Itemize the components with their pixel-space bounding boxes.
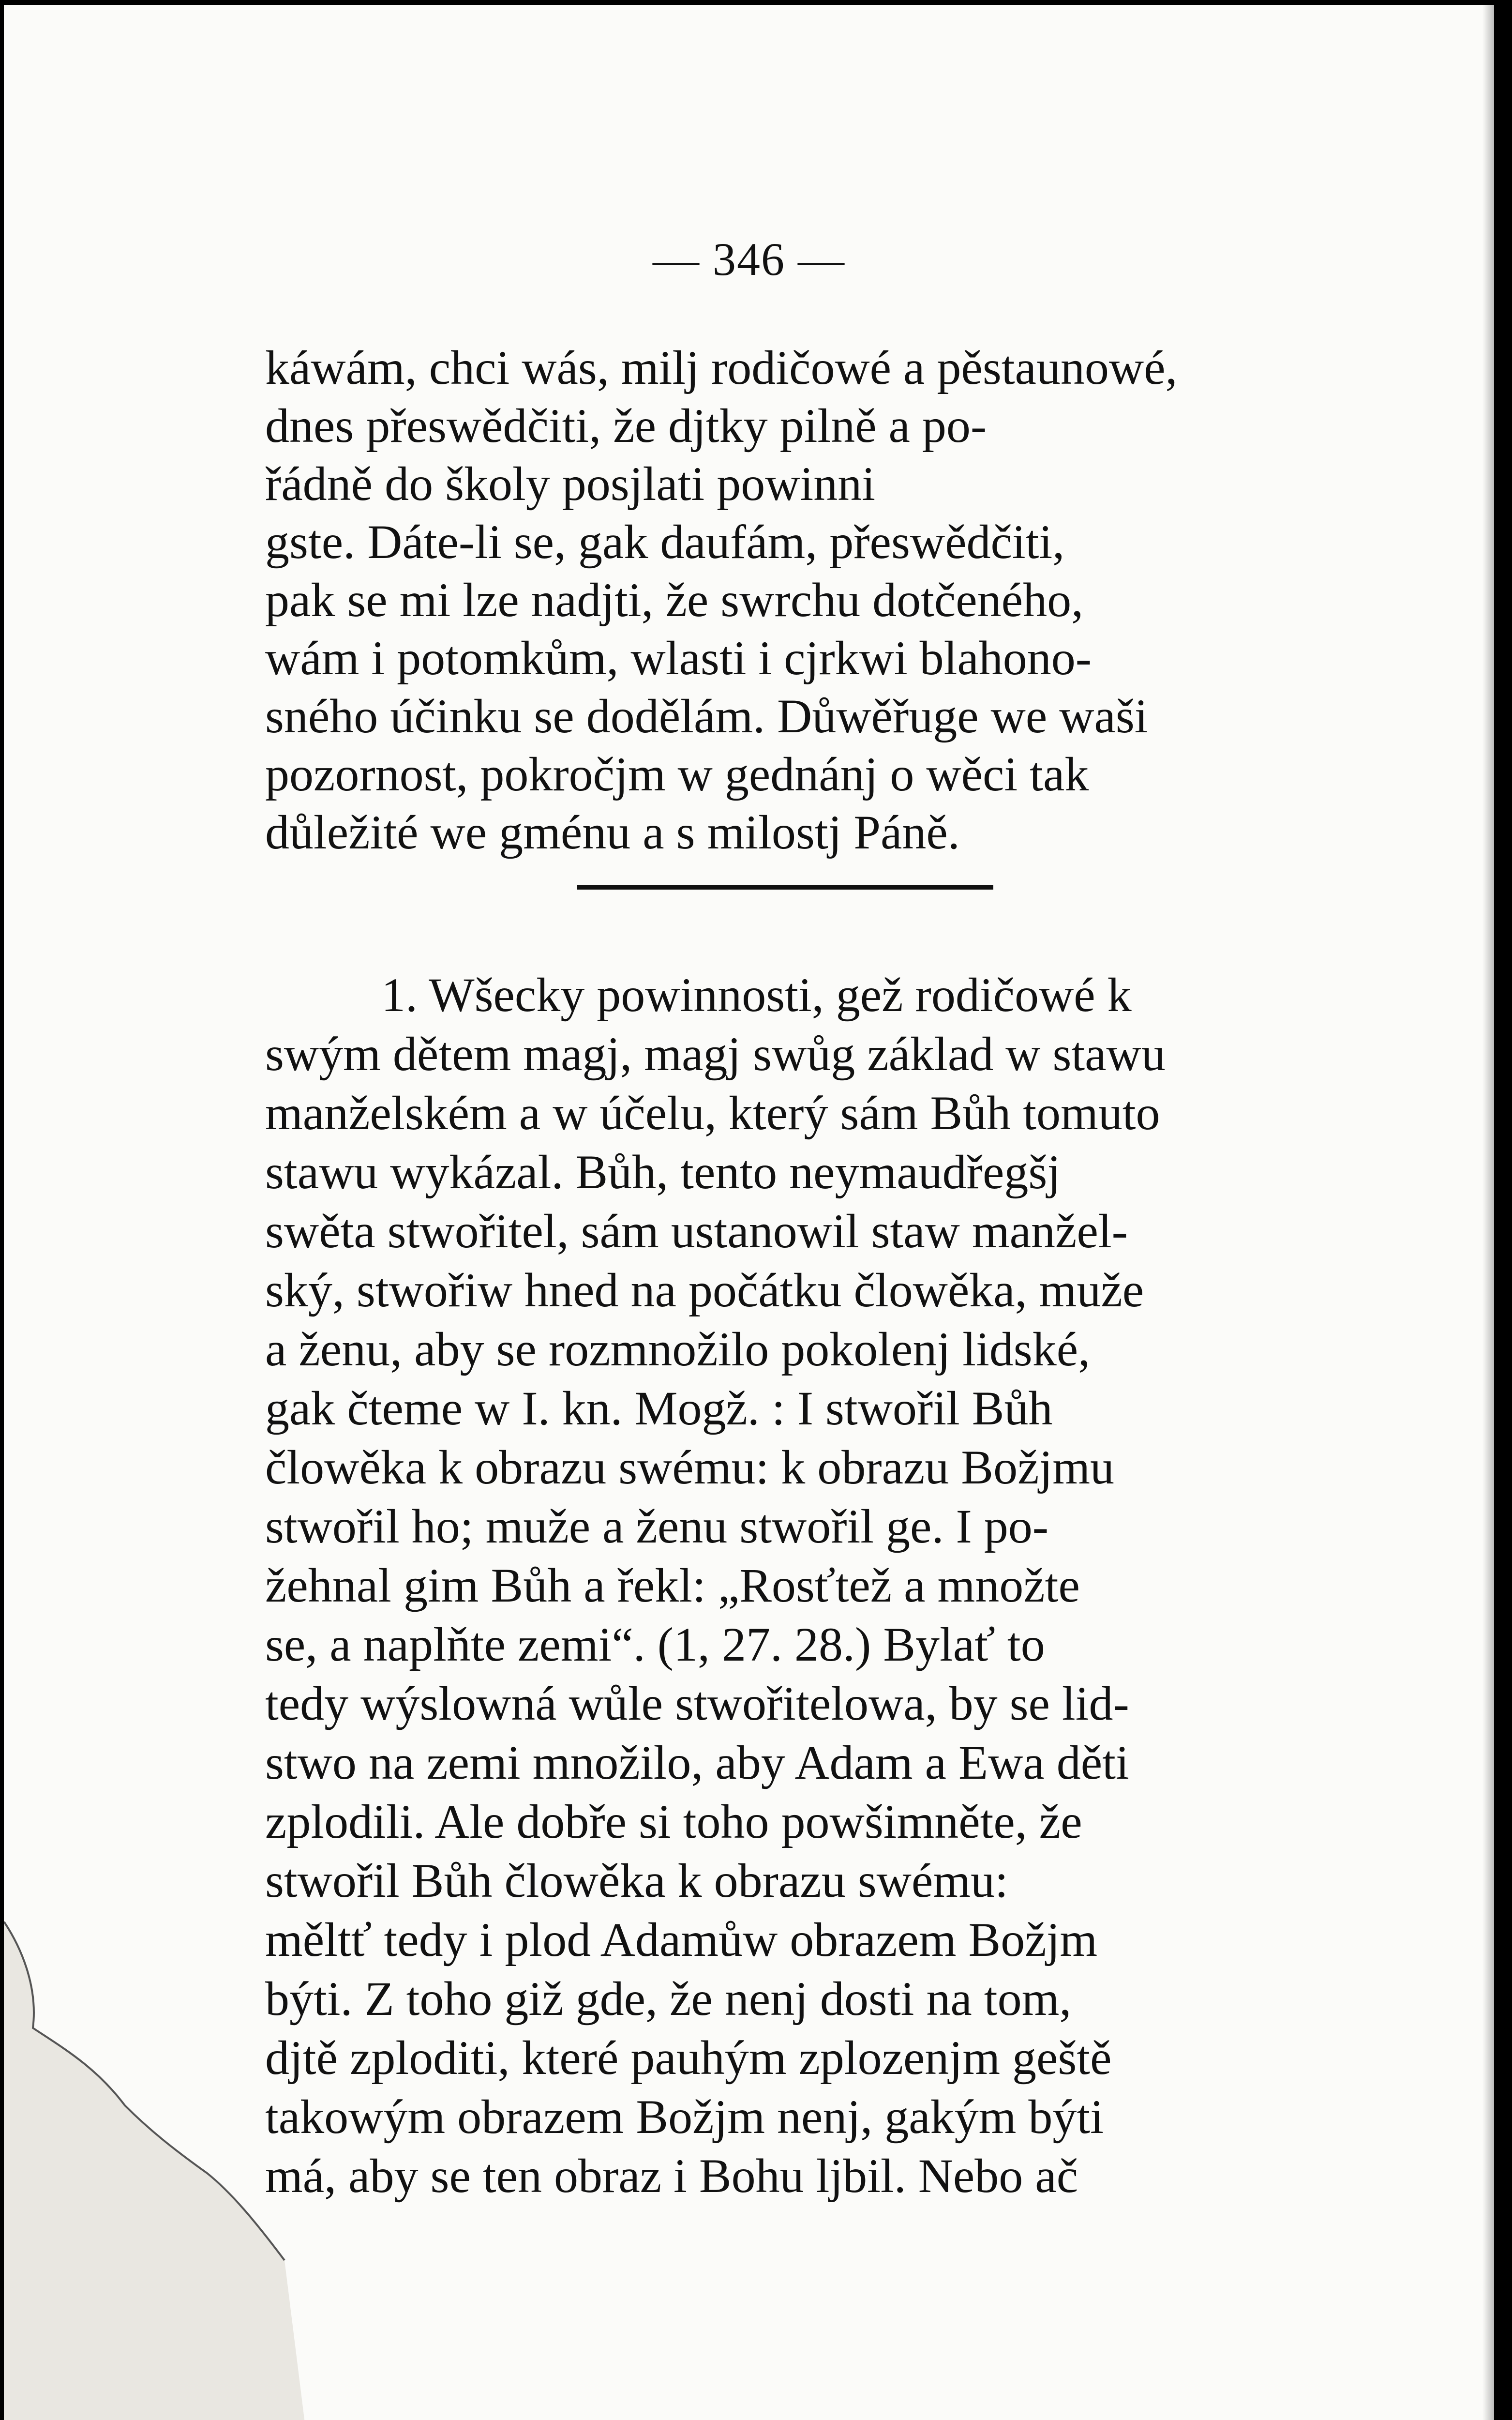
section-divider [577, 885, 993, 890]
text-line: manželském a w účelu, který sám Bůh tomuto [265, 1086, 1160, 1140]
text-line: má, aby se ten obraz i Bohu ljbil. Nebo ač [265, 2149, 1078, 2203]
text-line: řádně do školy posjlati powinni [265, 457, 875, 511]
text-line: tedy wýslowná wůle stwořitelowa, by se lid- [265, 1677, 1129, 1730]
numbered-paragraph [265, 966, 1291, 2206]
page-edge-shadow [1482, 5, 1494, 2420]
page-number: — 346 — [653, 233, 845, 285]
text-line: stwořil Bůh člowěka k obrazu swému: [265, 1854, 1008, 1907]
book-page [4, 5, 1494, 2420]
text-line: měltť tedy i plod Adamůw obrazem Božjm [265, 1913, 1098, 1966]
text-line: djtě zploditi, které pauhým zplozenjm geště [265, 2031, 1112, 2085]
text-line: pozornost, pokročjm w gednánj o wěci tak [265, 747, 1089, 801]
text-line: stawu wykázal. Bůh, tento neymaudřegšj [265, 1145, 1061, 1199]
text-line: wám i potomkům, wlasti i cjrkwi blahono- [265, 631, 1092, 685]
text-line: swěta stwořitel, sám ustanowil staw manžel- [265, 1204, 1128, 1258]
text-line: žehnal gim Bůh a řekl: „Rosťtež a množte [265, 1558, 1080, 1612]
text-line: dnes přeswědčiti, že djtky pilně a po- [265, 399, 987, 453]
text-line: člowěka k obrazu swému: k obrazu Božjmu [265, 1440, 1115, 1494]
text-line: gak čteme w I. kn. Mogž. : I stwořil Bůh [265, 1381, 1053, 1435]
text-line: takowým obrazem Božjm nenj, gakým býti [265, 2090, 1104, 2144]
torn-corner-icon [4, 1921, 314, 2420]
text-line: sného účinku se dodělám. Důwěřuge we waši [265, 689, 1148, 743]
text-line: a ženu, aby se rozmnožilo pokolenj lidské, [265, 1322, 1091, 1376]
text-line: se, a naplňte zemi“. (1, 27. 28.) Bylať to [265, 1618, 1045, 1671]
intro-paragraph [265, 339, 1291, 862]
text-line: ský, stwořiw hned na počátku člowěka, muže [265, 1263, 1144, 1317]
text-line: důležité we gménu a s milostj Páně. [265, 805, 960, 859]
text-line: káwám, chci wás, milj rodičowé a pěstaunowé, [265, 341, 1178, 394]
text-line: pak se mi lze nadjti, že swrchu dotčeného, [265, 573, 1084, 627]
text-line: swým dětem magj, magj swůg základ w stawu [265, 1027, 1166, 1081]
text-line: stwořil ho; muže a ženu stwořil ge. I po- [265, 1499, 1049, 1553]
text-line: zplodili. Ale dobře si toho powšimněte, že [265, 1795, 1082, 1848]
text-line: gste. Dáte-li se, gak daufám, přeswědčiti, [265, 515, 1065, 569]
text-line: 1. Wšecky powinnosti, gež rodičowé k [381, 968, 1132, 1022]
text-line: býti. Z toho giž gde, že nenj dosti na tom, [265, 1972, 1072, 2026]
text-line: stwo na zemi množilo, aby Adam a Ewa děti [265, 1736, 1129, 1789]
